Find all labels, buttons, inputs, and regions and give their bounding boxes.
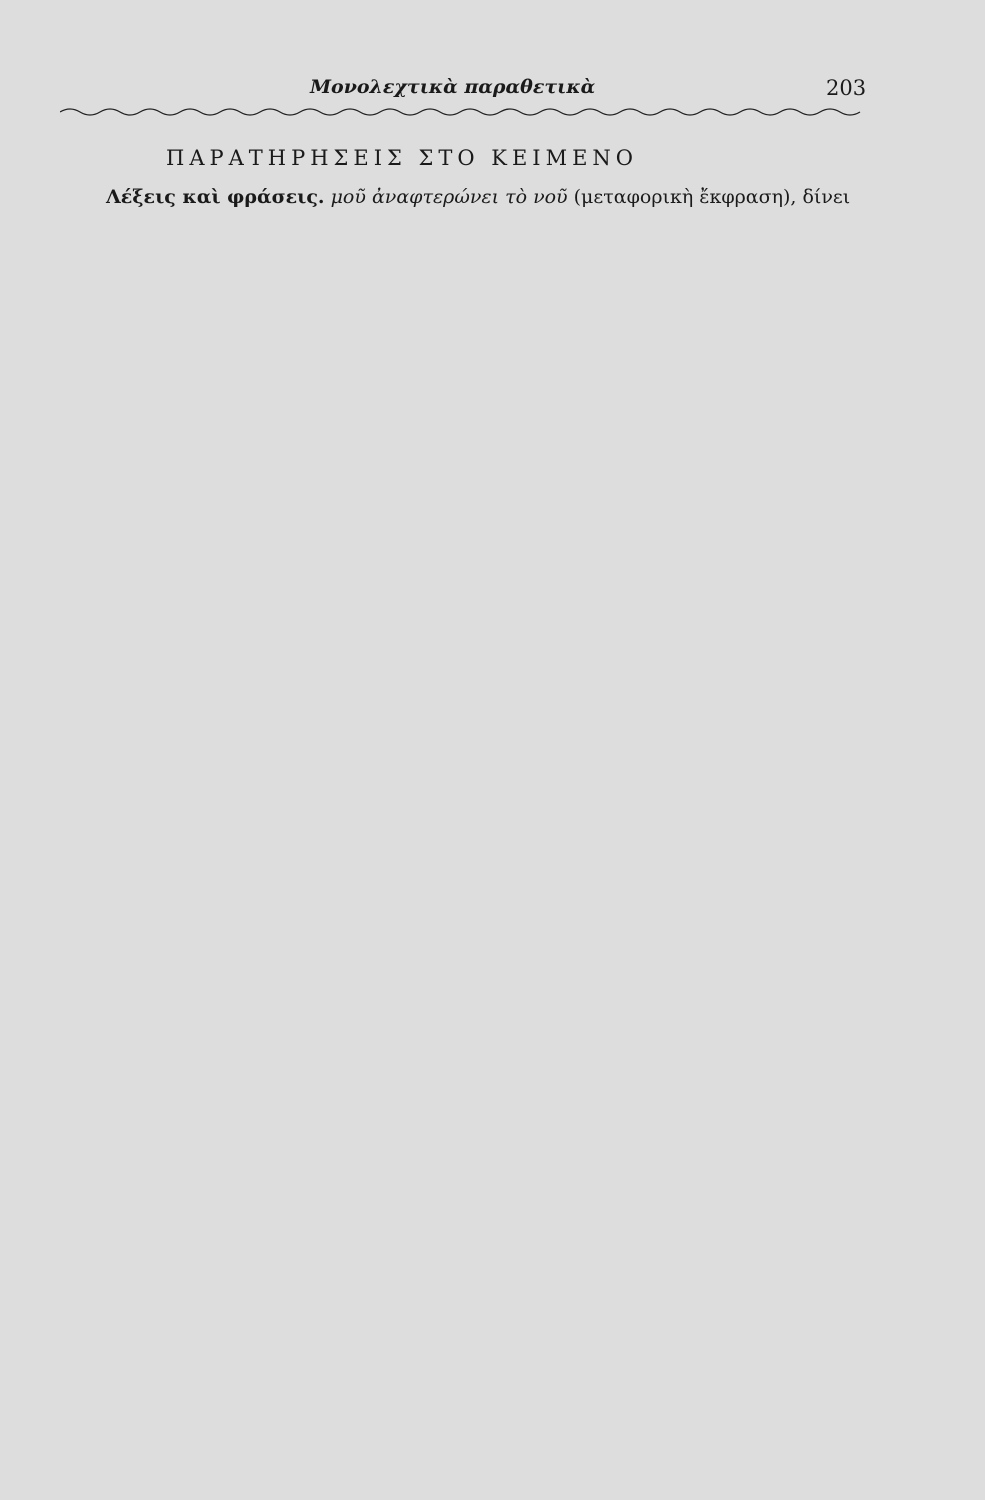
wavy-rule	[60, 105, 865, 119]
text-line: Λέξεις καὶ φράσεις. μοῦ ἀναφτερώνει τὸ νοῦ (μεταφορικὴ ἔκφραση), δίνει	[106, 186, 851, 208]
section-heading: ΠΑΡΑΤΗΡΗΣΕΙΣ ΣΤΟ ΚΕΙΜΕΝΟ	[166, 146, 639, 170]
running-title: Μονολεχτικὰ παραθετικὰ	[310, 76, 596, 98]
page-number: 203	[826, 76, 867, 100]
